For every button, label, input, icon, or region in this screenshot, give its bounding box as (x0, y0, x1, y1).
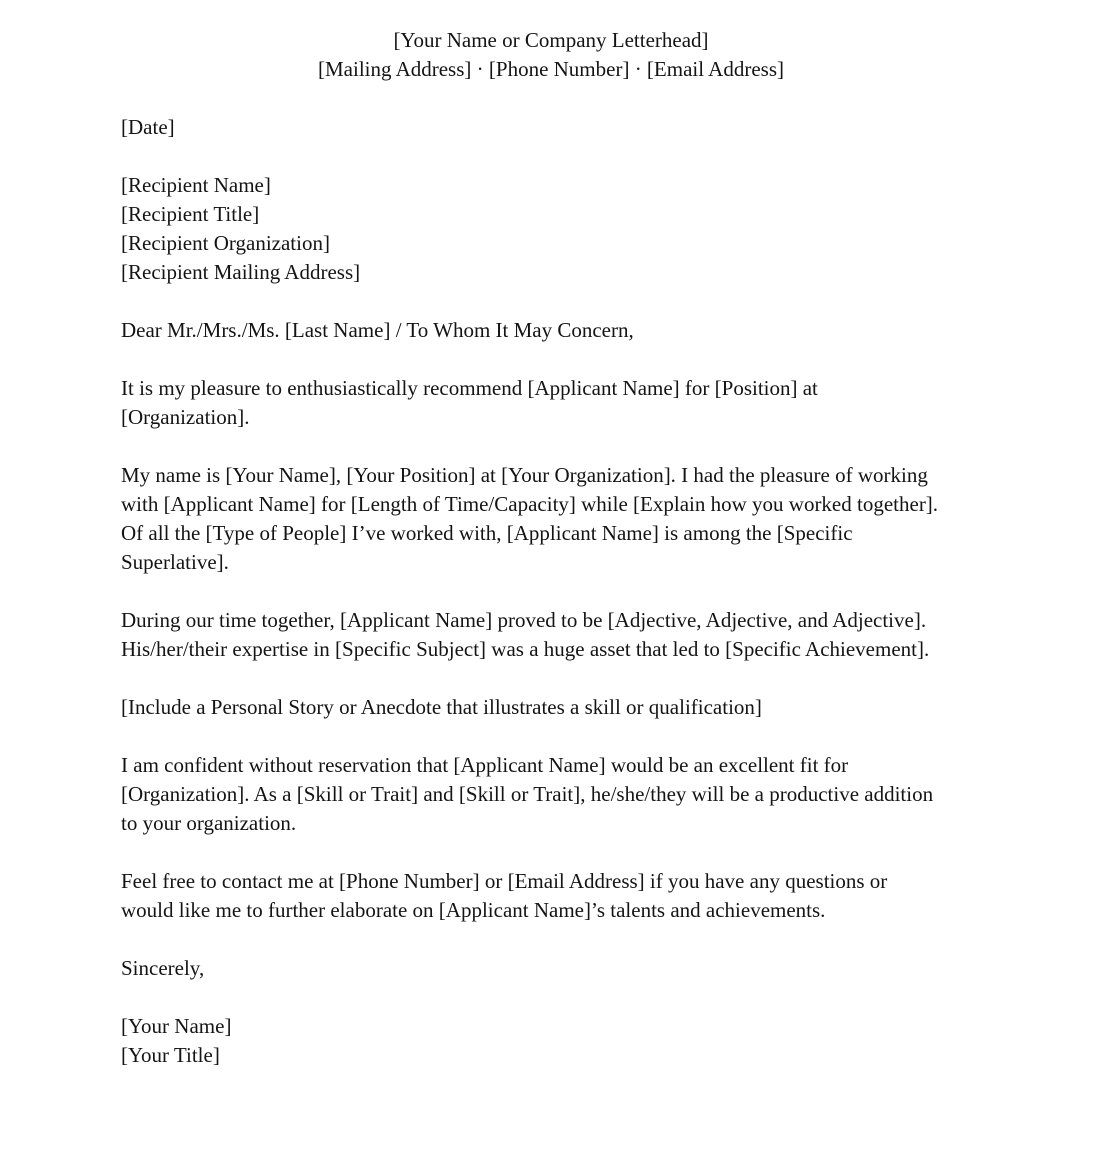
paragraph-line: I am confident without reservation that [Applicant Name] would be an excellent fit for (121, 753, 849, 777)
paragraph-relationship (121, 461, 1001, 577)
recipient-title: [Recipient Title] (121, 202, 260, 226)
letterhead-contact: [Mailing Address] · [Phone Number] · [Email Address] (318, 57, 784, 81)
recipient-address: [Recipient Mailing Address] (121, 260, 361, 284)
paragraph-line: [Include a Personal Story or Anecdote that illustrates a skill or qualification] (121, 695, 762, 719)
paragraph-contact (121, 867, 1001, 925)
salutation (121, 316, 1001, 345)
paragraph-line: [Organization]. (121, 405, 250, 429)
paragraph-intro (121, 374, 1001, 432)
closing (121, 954, 1001, 983)
paragraph-qualities (121, 606, 1001, 664)
date-line (121, 113, 1001, 142)
paragraph-line: His/her/their expertise in [Specific Subject] was a huge asset that led to [Specific Achievement]. (121, 637, 930, 661)
closing-text: Sincerely, (121, 956, 205, 980)
paragraph-line: My name is [Your Name], [Your Position] at [Your Organization]. I had the pleasure of working (121, 463, 928, 487)
signature-name: [Your Name] (121, 1014, 232, 1038)
paragraph-line: During our time together, [Applicant Name] proved to be [Adjective, Adjective, and Adjective]. (121, 608, 927, 632)
paragraph-line: would like me to further elaborate on [Applicant Name]’s talents and achievements. (121, 898, 826, 922)
salutation-text: Dear Mr./Mrs./Ms. [Last Name] / To Whom It May Concern, (121, 318, 634, 342)
paragraph-line: Feel free to contact me at [Phone Number] or [Email Address] if you have any questions or (121, 869, 888, 893)
recipient-block (121, 171, 1001, 287)
paragraph-confidence (121, 751, 1001, 838)
letterhead-name: [Your Name or Company Letterhead] (393, 28, 709, 52)
paragraph-line: Superlative]. (121, 550, 229, 574)
signature-title: [Your Title] (121, 1043, 220, 1067)
paragraph-line: to your organization. (121, 811, 297, 835)
letterhead (0, 26, 1102, 84)
paragraph-line: Of all the [Type of People] I’ve worked with, [Applicant Name] is among the [Specific (121, 521, 853, 545)
paragraph-line: It is my pleasure to enthusiastically recommend [Applicant Name] for [Position] at (121, 376, 818, 400)
recipient-organization: [Recipient Organization] (121, 231, 330, 255)
paragraph-line: with [Applicant Name] for [Length of Time/Capacity] while [Explain how you worked together]. (121, 492, 939, 516)
date: [Date] (121, 115, 175, 139)
signature-block (121, 1012, 1001, 1070)
paragraph-anecdote (121, 693, 1001, 722)
recipient-name: [Recipient Name] (121, 173, 271, 197)
paragraph-line: [Organization]. As a [Skill or Trait] and [Skill or Trait], he/she/they will be a productive addition (121, 782, 934, 806)
